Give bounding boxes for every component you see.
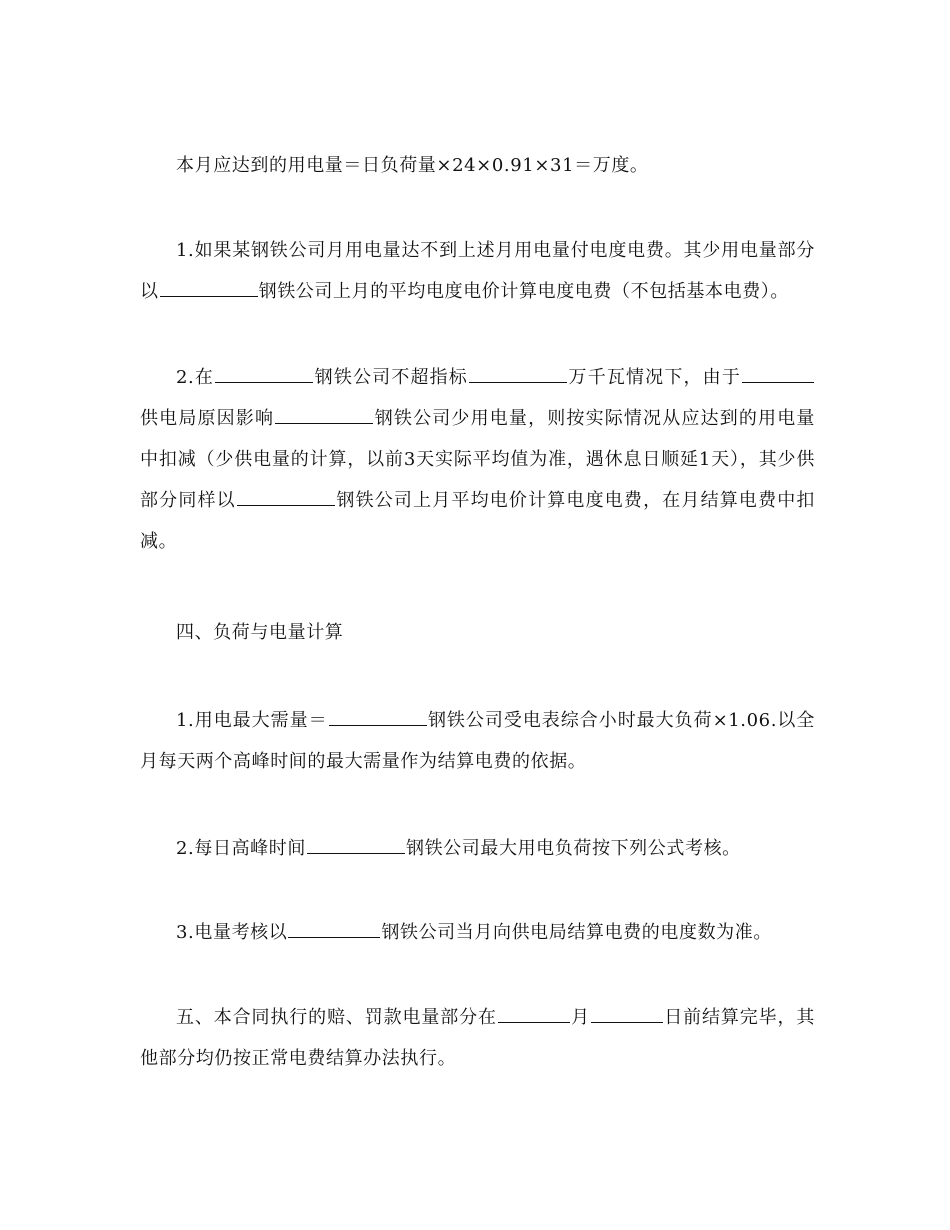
paragraph-text: 万千瓦情况下，由于: [567, 367, 741, 388]
paragraph-peak-time: [140, 828, 815, 869]
paragraph-text: 本月应达到的用电量＝日负荷量×24×0.91×31＝万度。: [176, 155, 649, 176]
paragraph-text: 1.用电最大需量＝: [176, 710, 328, 731]
fill-blank-line[interactable]: [275, 405, 373, 424]
paragraph-text: 日前结算完毕，其他部分均仍按正常电费结算办法执行。: [140, 1007, 815, 1069]
paragraph-clause-1-shortfall: [140, 230, 815, 312]
paragraph-assessment-basis: [140, 912, 815, 953]
paragraph-text: 月: [570, 1007, 590, 1028]
paragraph-text: 钢铁公司最大用电负荷按下列公式考核。: [405, 838, 741, 859]
paragraph-text: 钢铁公司上月平均电价计算电度电费，在月结算电费中扣减。: [140, 490, 816, 552]
fill-blank-line[interactable]: [215, 364, 313, 383]
fill-blank-line[interactable]: [591, 1004, 663, 1023]
fill-blank-line[interactable]: [288, 919, 380, 938]
fill-blank-line[interactable]: [498, 1004, 570, 1023]
paragraph-text: 3.电量考核以: [176, 922, 288, 943]
paragraph-text: 五、本合同执行的赔、罚款电量部分在: [176, 1007, 497, 1028]
paragraph-monthly-target: [140, 145, 815, 186]
paragraph-text: 供电局原因影响: [140, 408, 275, 429]
paragraph-text: 2.每日高峰时间: [176, 838, 306, 859]
paragraph-max-demand: [140, 700, 815, 782]
fill-blank-line[interactable]: [160, 278, 258, 297]
paragraph-text: 钢铁公司受电表综合小时最大负荷×1.06.以全月每天两个高峰时间的最大需量作为结算电费的依据。: [140, 710, 815, 772]
fill-blank-line[interactable]: [469, 364, 567, 383]
fill-blank-line[interactable]: [742, 364, 814, 383]
fill-blank-line[interactable]: [307, 835, 405, 854]
paragraph-clause-five-settlement: [140, 997, 815, 1079]
paragraph-text: 2.在: [176, 367, 215, 388]
heading-text: 四、负荷与电量计算: [176, 622, 344, 643]
paragraph-text: 钢铁公司不超指标: [314, 367, 468, 388]
paragraph-text: 钢铁公司当月向供电局结算电费的电度数为准。: [381, 922, 772, 943]
paragraph-clause-2-reduction: [140, 357, 815, 562]
fill-blank-line[interactable]: [329, 707, 427, 726]
paragraph-text: 钢铁公司少用电量，则按实际情况从应达到的用电量中扣减（少供电量的计算，以前3天实际平均值为准，遇休息日顺延1天），其少供部分同样以: [140, 408, 815, 511]
paragraph-text: 钢铁公司上月的平均电度电价计算电度电费（不包括基本电费）。: [258, 281, 790, 302]
paragraph-text: 1.如果某钢铁公司月用电量达不到上述月用电量付电度电费。其少用电量部分以: [140, 240, 815, 302]
section-heading-load-and-electricity: [140, 612, 815, 653]
fill-blank-line[interactable]: [237, 487, 335, 506]
